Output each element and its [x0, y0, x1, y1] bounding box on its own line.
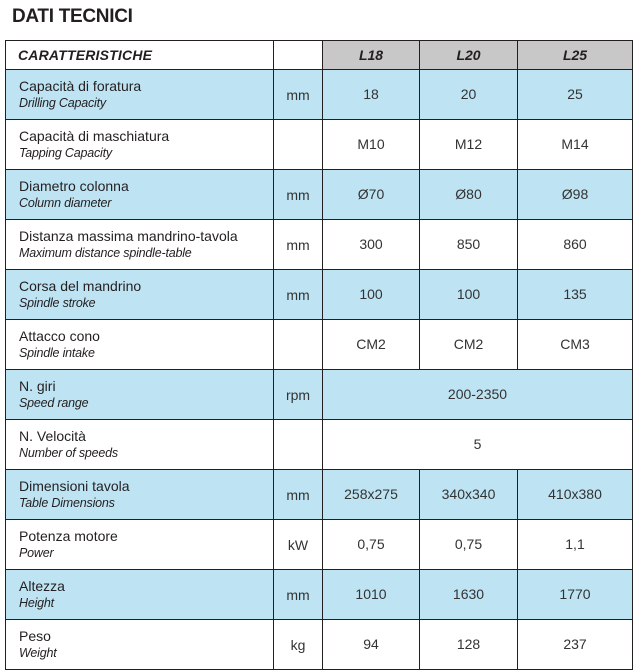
header-features: CARATTERISTICHE: [6, 41, 274, 70]
unit-cell: kW: [274, 520, 323, 570]
label-english: Height: [19, 595, 54, 610]
value-l18: 258x275: [323, 470, 420, 520]
table-row-tapping-capacity: [6, 120, 633, 170]
value-l18: 100: [323, 270, 420, 320]
header-model-l20: L20: [420, 41, 518, 70]
label-english: Power: [19, 545, 54, 560]
value-l25: 410x380: [518, 470, 633, 520]
value-l25: M14: [518, 120, 633, 170]
value-l25: Ø98: [518, 170, 633, 220]
row-label: [6, 370, 274, 420]
value-l20: CM2: [420, 320, 518, 370]
label-english: Weight: [19, 645, 57, 660]
row-label: [6, 70, 274, 120]
label-italian: Attacco cono: [19, 327, 100, 344]
unit-cell: mm: [274, 270, 323, 320]
value-l20: 128: [420, 620, 518, 670]
table-row-speed-range: [6, 370, 633, 420]
value-l20: 100: [420, 270, 518, 320]
table-row-column-diameter: [6, 170, 633, 220]
value-l25: 1,1: [518, 520, 633, 570]
header-model-l18: L18: [323, 41, 420, 70]
table-row-table-dimensions: [6, 470, 633, 520]
specifications-table: [5, 40, 633, 670]
table-row-number-of-speeds: [6, 420, 633, 470]
value-l25: 25: [518, 70, 633, 120]
table-row-drilling-capacity: [6, 70, 633, 120]
table-row-max-distance: [6, 220, 633, 270]
row-label: [6, 220, 274, 270]
value-l25: 860: [518, 220, 633, 270]
label-italian: N. giri: [19, 377, 56, 394]
table-row-height: [6, 570, 633, 620]
value-l20: 20: [420, 70, 518, 120]
value-l18: M10: [323, 120, 420, 170]
header-row: [6, 41, 633, 70]
row-label: [6, 470, 274, 520]
value-l18: 18: [323, 70, 420, 120]
unit-cell: [274, 420, 323, 470]
label-italian: Diametro colonna: [19, 177, 129, 194]
value-l25: CM3: [518, 320, 633, 370]
label-english: Spindle intake: [19, 345, 95, 360]
value-l18: 1010: [323, 570, 420, 620]
label-italian: Corsa del mandrino: [19, 277, 142, 294]
label-english: Table Dimensions: [19, 495, 115, 510]
unit-cell: mm: [274, 70, 323, 120]
row-label: [6, 120, 274, 170]
row-label: [6, 620, 274, 670]
label-english: Speed range: [19, 395, 89, 410]
label-italian: Potenza motore: [19, 527, 118, 544]
label-italian: Capacità di foratura: [19, 77, 142, 94]
value-l20: 850: [420, 220, 518, 270]
label-italian: N. Velocità: [19, 427, 86, 444]
row-label: [6, 570, 274, 620]
value-l20: 340x340: [420, 470, 518, 520]
row-label: [6, 270, 274, 320]
value-l25: 1770: [518, 570, 633, 620]
unit-cell: mm: [274, 470, 323, 520]
table-row-spindle-intake: [6, 320, 633, 370]
label-english: Column diameter: [19, 195, 112, 210]
page-title: DATI TECNICI: [12, 6, 133, 27]
value-l20: M12: [420, 120, 518, 170]
value-l18: 300: [323, 220, 420, 270]
unit-cell: [274, 120, 323, 170]
value-l20: 1630: [420, 570, 518, 620]
label-italian: Capacità di maschiatura: [19, 127, 170, 144]
unit-cell: [274, 320, 323, 370]
value-l20: Ø80: [420, 170, 518, 220]
value-l18: CM2: [323, 320, 420, 370]
row-label: [6, 170, 274, 220]
value-l18: 94: [323, 620, 420, 670]
value-l18: Ø70: [323, 170, 420, 220]
label-italian: Peso: [19, 627, 51, 644]
row-label: [6, 520, 274, 570]
header-model-l25: L25: [518, 41, 633, 70]
label-italian: Distanza massima mandrino-tavola: [19, 227, 238, 244]
label-italian: Altezza: [19, 577, 65, 594]
value-l25: 135: [518, 270, 633, 320]
label-english: Spindle stroke: [19, 295, 96, 310]
label-italian: Dimensioni tavola: [19, 477, 130, 494]
row-label: [6, 320, 274, 370]
value-merged: 200-2350: [323, 370, 633, 420]
value-l25: 237: [518, 620, 633, 670]
value-merged: 5: [323, 420, 633, 470]
label-english: Tapping Capacity: [19, 145, 112, 160]
label-english: Drilling Capacity: [19, 95, 106, 110]
unit-cell: mm: [274, 170, 323, 220]
unit-cell: mm: [274, 220, 323, 270]
value-l18: 0,75: [323, 520, 420, 570]
label-english: Number of speeds: [19, 445, 118, 460]
table-row-weight: [6, 620, 633, 670]
table-row-power: [6, 520, 633, 570]
unit-cell: rpm: [274, 370, 323, 420]
value-l20: 0,75: [420, 520, 518, 570]
unit-cell: mm: [274, 570, 323, 620]
table-row-spindle-stroke: [6, 270, 633, 320]
row-label: [6, 420, 274, 470]
label-english: Maximum distance spindle-table: [19, 245, 192, 260]
unit-cell: kg: [274, 620, 323, 670]
header-unit: [274, 41, 323, 70]
